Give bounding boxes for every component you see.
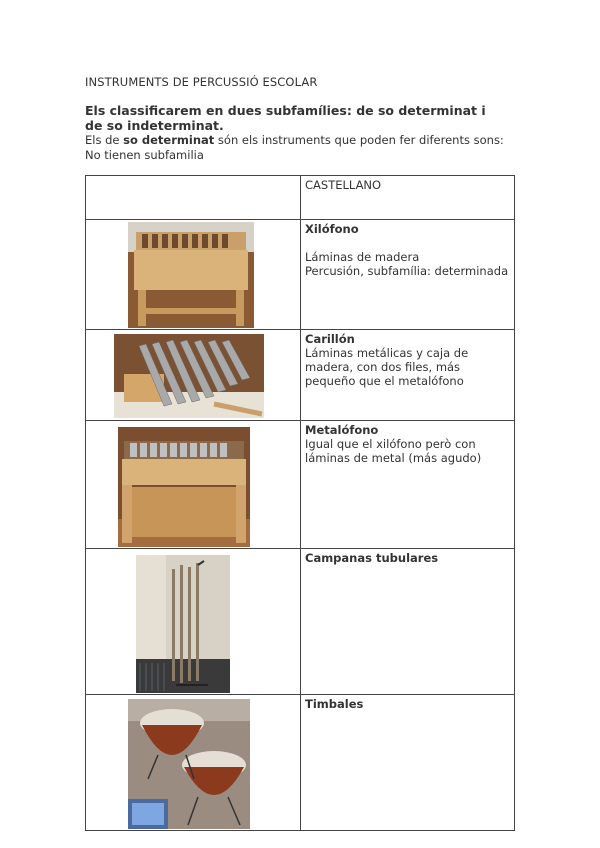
timpani-photo: [128, 699, 250, 829]
instrument-name: Metalófono: [305, 423, 379, 437]
description-cell: [301, 220, 515, 330]
table-header-row: [86, 176, 515, 220]
metallophone-photo: [118, 427, 250, 547]
image-cell: [86, 421, 301, 549]
instrument-name: Carillón: [305, 332, 355, 346]
header-castellano: CASTELLANO: [305, 178, 382, 192]
image-cell: [86, 549, 301, 695]
instruments-table: [85, 175, 515, 831]
intro-line: [85, 133, 504, 147]
header-empty-cell: [86, 176, 301, 220]
document-subtitle: Els classificarem en dues subfamílies: de so determinat i de so indeterminat.: [85, 103, 486, 133]
description-cell: [301, 330, 515, 421]
instrument-description: Láminas de madera: [305, 250, 420, 264]
table-row: [86, 421, 515, 549]
instrument-subfamily: Percusión, subfamília: determinada: [305, 264, 509, 278]
table-row: [86, 330, 515, 421]
instrument-name: Campanas tubulares: [305, 551, 439, 565]
document-title: INSTRUMENTS DE PERCUSSIÓ ESCOLAR: [85, 75, 318, 89]
image-cell: [86, 330, 301, 421]
table-row: [86, 220, 515, 330]
intro-suffix: són els instruments que poden fer diferents sons:: [214, 133, 504, 147]
header-castellano-cell: [301, 176, 515, 220]
instrument-description: Láminas metálicas y caja de madera, con dos files, más pequeño que el metalófono: [305, 346, 469, 388]
carillon-photo: [114, 334, 264, 418]
image-cell: [86, 695, 301, 831]
image-cell: [86, 220, 301, 330]
instrument-description: Igual que el xilófono però con láminas de metal (más agudo): [305, 437, 482, 465]
xylophone-photo: [128, 222, 254, 328]
table-row: [86, 695, 515, 831]
instrument-name: Xilófono: [305, 222, 359, 236]
description-cell: [301, 421, 515, 549]
no-subfamily-line: No tienen subfamilia: [85, 148, 204, 162]
intro-bold: so determinat: [123, 133, 215, 147]
table-row: [86, 549, 515, 695]
intro-prefix: Els de: [85, 133, 124, 147]
description-cell: [301, 549, 515, 695]
description-cell: [301, 695, 515, 831]
instrument-name: Timbales: [305, 697, 364, 711]
tubular-bells-photo: [136, 555, 230, 693]
